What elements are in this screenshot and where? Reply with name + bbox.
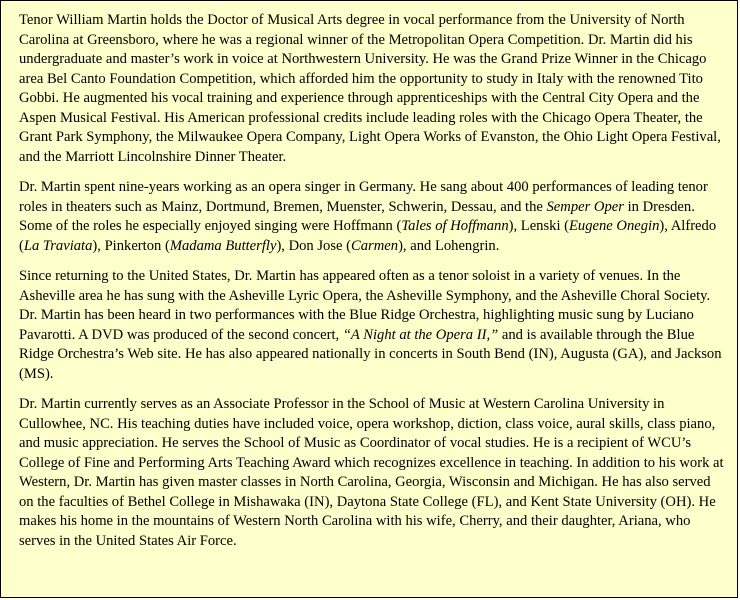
- bio-p4-segment-1: Dr. Martin currently serves as an Associate Professor in the School of Music at Western Carolina University in Cullowhee, NC. His teaching duties have included voice, opera workshop, diction, class voice, aural skills, class piano, and music appreciation. He serves the School of Music as Coordinator of vocal studies. He is a recipient of WCU’s College of Fine and Performing Arts Teaching Award which recognizes excellence in teaching. In addition to his work at Western, Dr. Martin has given master classes in North Carolina, Georgia, Wisconsin and Michigan. He has also served on the faculties of Bethel College in Mishawaka (IN), Daytona State College (FL), and Kent State University (OH). He makes his home in the mountains of Western North Carolina with his wife, Cherry, and their daughter, Ariana, who serves in the United States Air Force.: [19, 396, 724, 549]
- bio-paragraph-4: [19, 395, 728, 551]
- bio-paragraph-1: [19, 11, 728, 167]
- bio-p2-italic-tales-of-hoffmann: Tales of Hoffmann: [401, 218, 509, 234]
- bio-p2-segment-5: ), Lenski (: [508, 218, 570, 234]
- bio-p1-segment-1: Tenor William Martin holds the Doctor of Musical Arts degree in vocal performance from the University of North Carolina at Greensboro, where he was a regional winner of the Metropolitan Opera Competition. Dr. Martin did his undergraduate and master’s work in voice at Northwestern University. He was the Grand Prize Winner in the Chicago area Bel Canto Foundation Competition, which afforded him the opportunity to study in Italy with the renowned Tito Gobbi. He augmented his vocal training and experience through apprenticeships with the Central City Opera and the Aspen Musical Festival. His American professional credits include leading roles with the Chicago Opera Theater, the Grant Park Symphony, the Milwaukee Opera Company, Light Opera Works of Evanston, the Ohio Light Opera Festival, and the Marriott Lincolnshire Dinner Theater.: [19, 12, 721, 165]
- bio-p2-italic-semper-oper: Semper Oper: [546, 198, 624, 215]
- bio-p2-segment-3: in Dresden. Some of the roles he especially enjoyed singing were Hoffmann (: [19, 198, 695, 234]
- bio-p3-segment-3: and is available through the Blue Ridge Orchestra’s Web site. He has also appeared nationally in concerts in South Bend (IN), Augusta (GA), and Jackson (MS).: [19, 326, 722, 382]
- bio-p2-segment-9: ), Pinkerton (: [92, 237, 170, 254]
- bio-p2-segment-11: ), Don Jose (: [276, 237, 352, 254]
- bio-p2-italic-madama-butterfly: Madama Butterfly: [169, 237, 277, 254]
- bio-p3-italic-dvd-title: “A Night at the Opera II,”: [342, 326, 499, 343]
- bio-p2-italic-eugene-onegin: Eugene Onegin: [569, 218, 660, 234]
- bio-p2-italic-la-traviata: La Traviata: [23, 237, 93, 254]
- bio-paragraph-3: [19, 267, 728, 384]
- bio-paragraph-2: [19, 178, 728, 256]
- bio-p2-italic-carmen: Carmen: [351, 237, 399, 254]
- bio-p2-segment-13: ), and Lohengrin.: [398, 237, 500, 254]
- bio-p3-segment-1: Since returning to the United States, Dr. Martin has appeared often as a tenor soloist in a variety of venues. In the Asheville area he has sung with the Asheville Lyric Opera, the Asheville Symphony, and the Asheville Choral Society. Dr. Martin has been heard in two performances with the Blue Ridge Orchestra, highlighting music sung by Luciano Pavarotti. A DVD was produced of the second concert,: [19, 268, 711, 343]
- bio-p2-segment-1: Dr. Martin spent nine-years working as an opera singer in Germany. He sang about 400 performances of leading tenor roles in theaters such as Mainz, Dortmund, Bremen, Muenster, Schwerin, Dessau, and the: [19, 179, 708, 215]
- bio-p2-segment-7: ), Alfredo (: [19, 218, 717, 254]
